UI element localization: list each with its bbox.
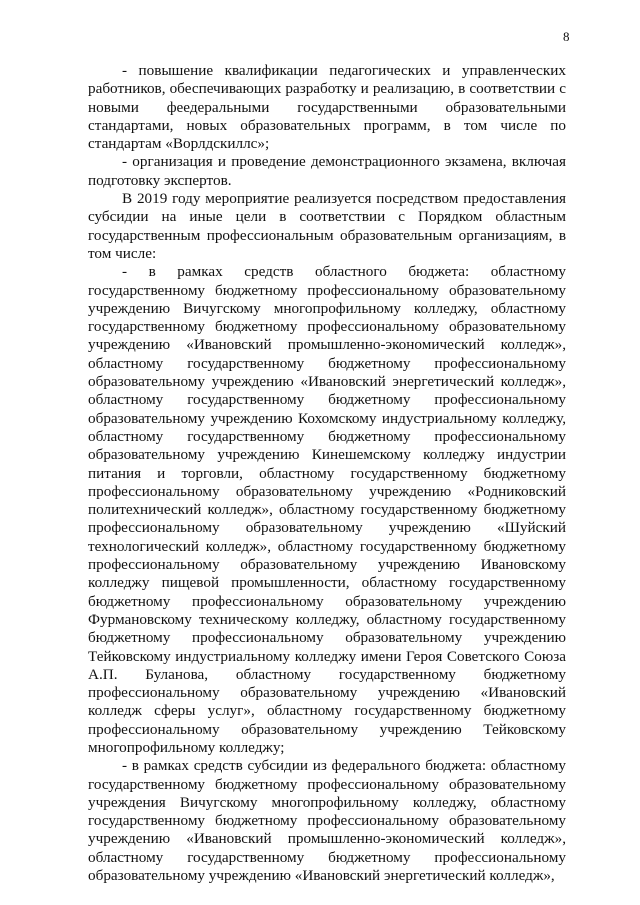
paragraph-qualification-upgrade: - повышение квалификации педагогических и управленческих работников, обеспечивающих разработку и реализацию, в соответствии с новыми феедеральными государственными образовательными стандартами, новых образовательных программ, в том числе по стандартам «Ворлдскиллс»; [88, 62, 566, 153]
document-body [88, 62, 566, 885]
paragraph-subsidy-2019: В 2019 году мероприятие реализуется посредством предоставления субсидии на иные цели в соответствии с Порядком областным государственным профессиональным образовательным организациям, в том числе: [88, 190, 566, 262]
paragraph-federal-budget-list: - в рамках средств субсидии из федерального бюджета: областному государственному бюджетному профессиональному образовательному учреждения Вичугскому многопрофильному колледжу, областному государственному бюджетному профессиональному образовательному учреждению «Ивановский промышленно-экономический колледж», областному государственному бюджетному профессиональному образовательному учреждению «Ивановский энергетический колледж», [88, 757, 566, 885]
paragraph-regional-budget-list: - в рамках средств областного бюджета: областному государственному бюджетному профессиональному образовательному учреждению Вичугскому многопрофильному колледжу, областному государственному бюджетному профессиональному образовательному учреждению «Ивановский промышленно-экономический колледж», областному государственному бюджетному профессиональному образовательному учреждению «Ивановский энергетический колледж», областному государственному бюджетному профессиональному образовательному учреждению Кохомскому индустриальному колледжу, областному государственному бюджетному профессиональному образовательному учреждению Кинешемскому колледжу индустрии питания и торговли, областному государственному бюджетному профессиональному образовательному учреждению «Родниковский политехнический колледж», областному государственному бюджетному профессиональному образовательному учреждению «Шуйский технологический колледж», областному государственному бюджетному профессиональному образовательному учреждению Ивановскому колледжу пищевой промышленности, областному государственному бюджетному профессиональному образовательному учреждению Фурмановскому техническому колледжу, областному государственному бюджетному профессиональному образовательному учреждению Тейковскому индустриальному колледжу имени Героя Советского Союза А.П. Буланова, областному государственному бюджетному профессиональному образовательному учреждению «Ивановский колледж сферы услуг», областному государственному бюджетному профессиональному образовательному учреждению Тейковскому многопрофильному колледжу; [88, 263, 566, 756]
paragraph-demo-exam: - организация и проведение демонстрационного экзамена, включая подготовку экспертов. [88, 153, 566, 189]
page-number: 8 [563, 29, 570, 44]
